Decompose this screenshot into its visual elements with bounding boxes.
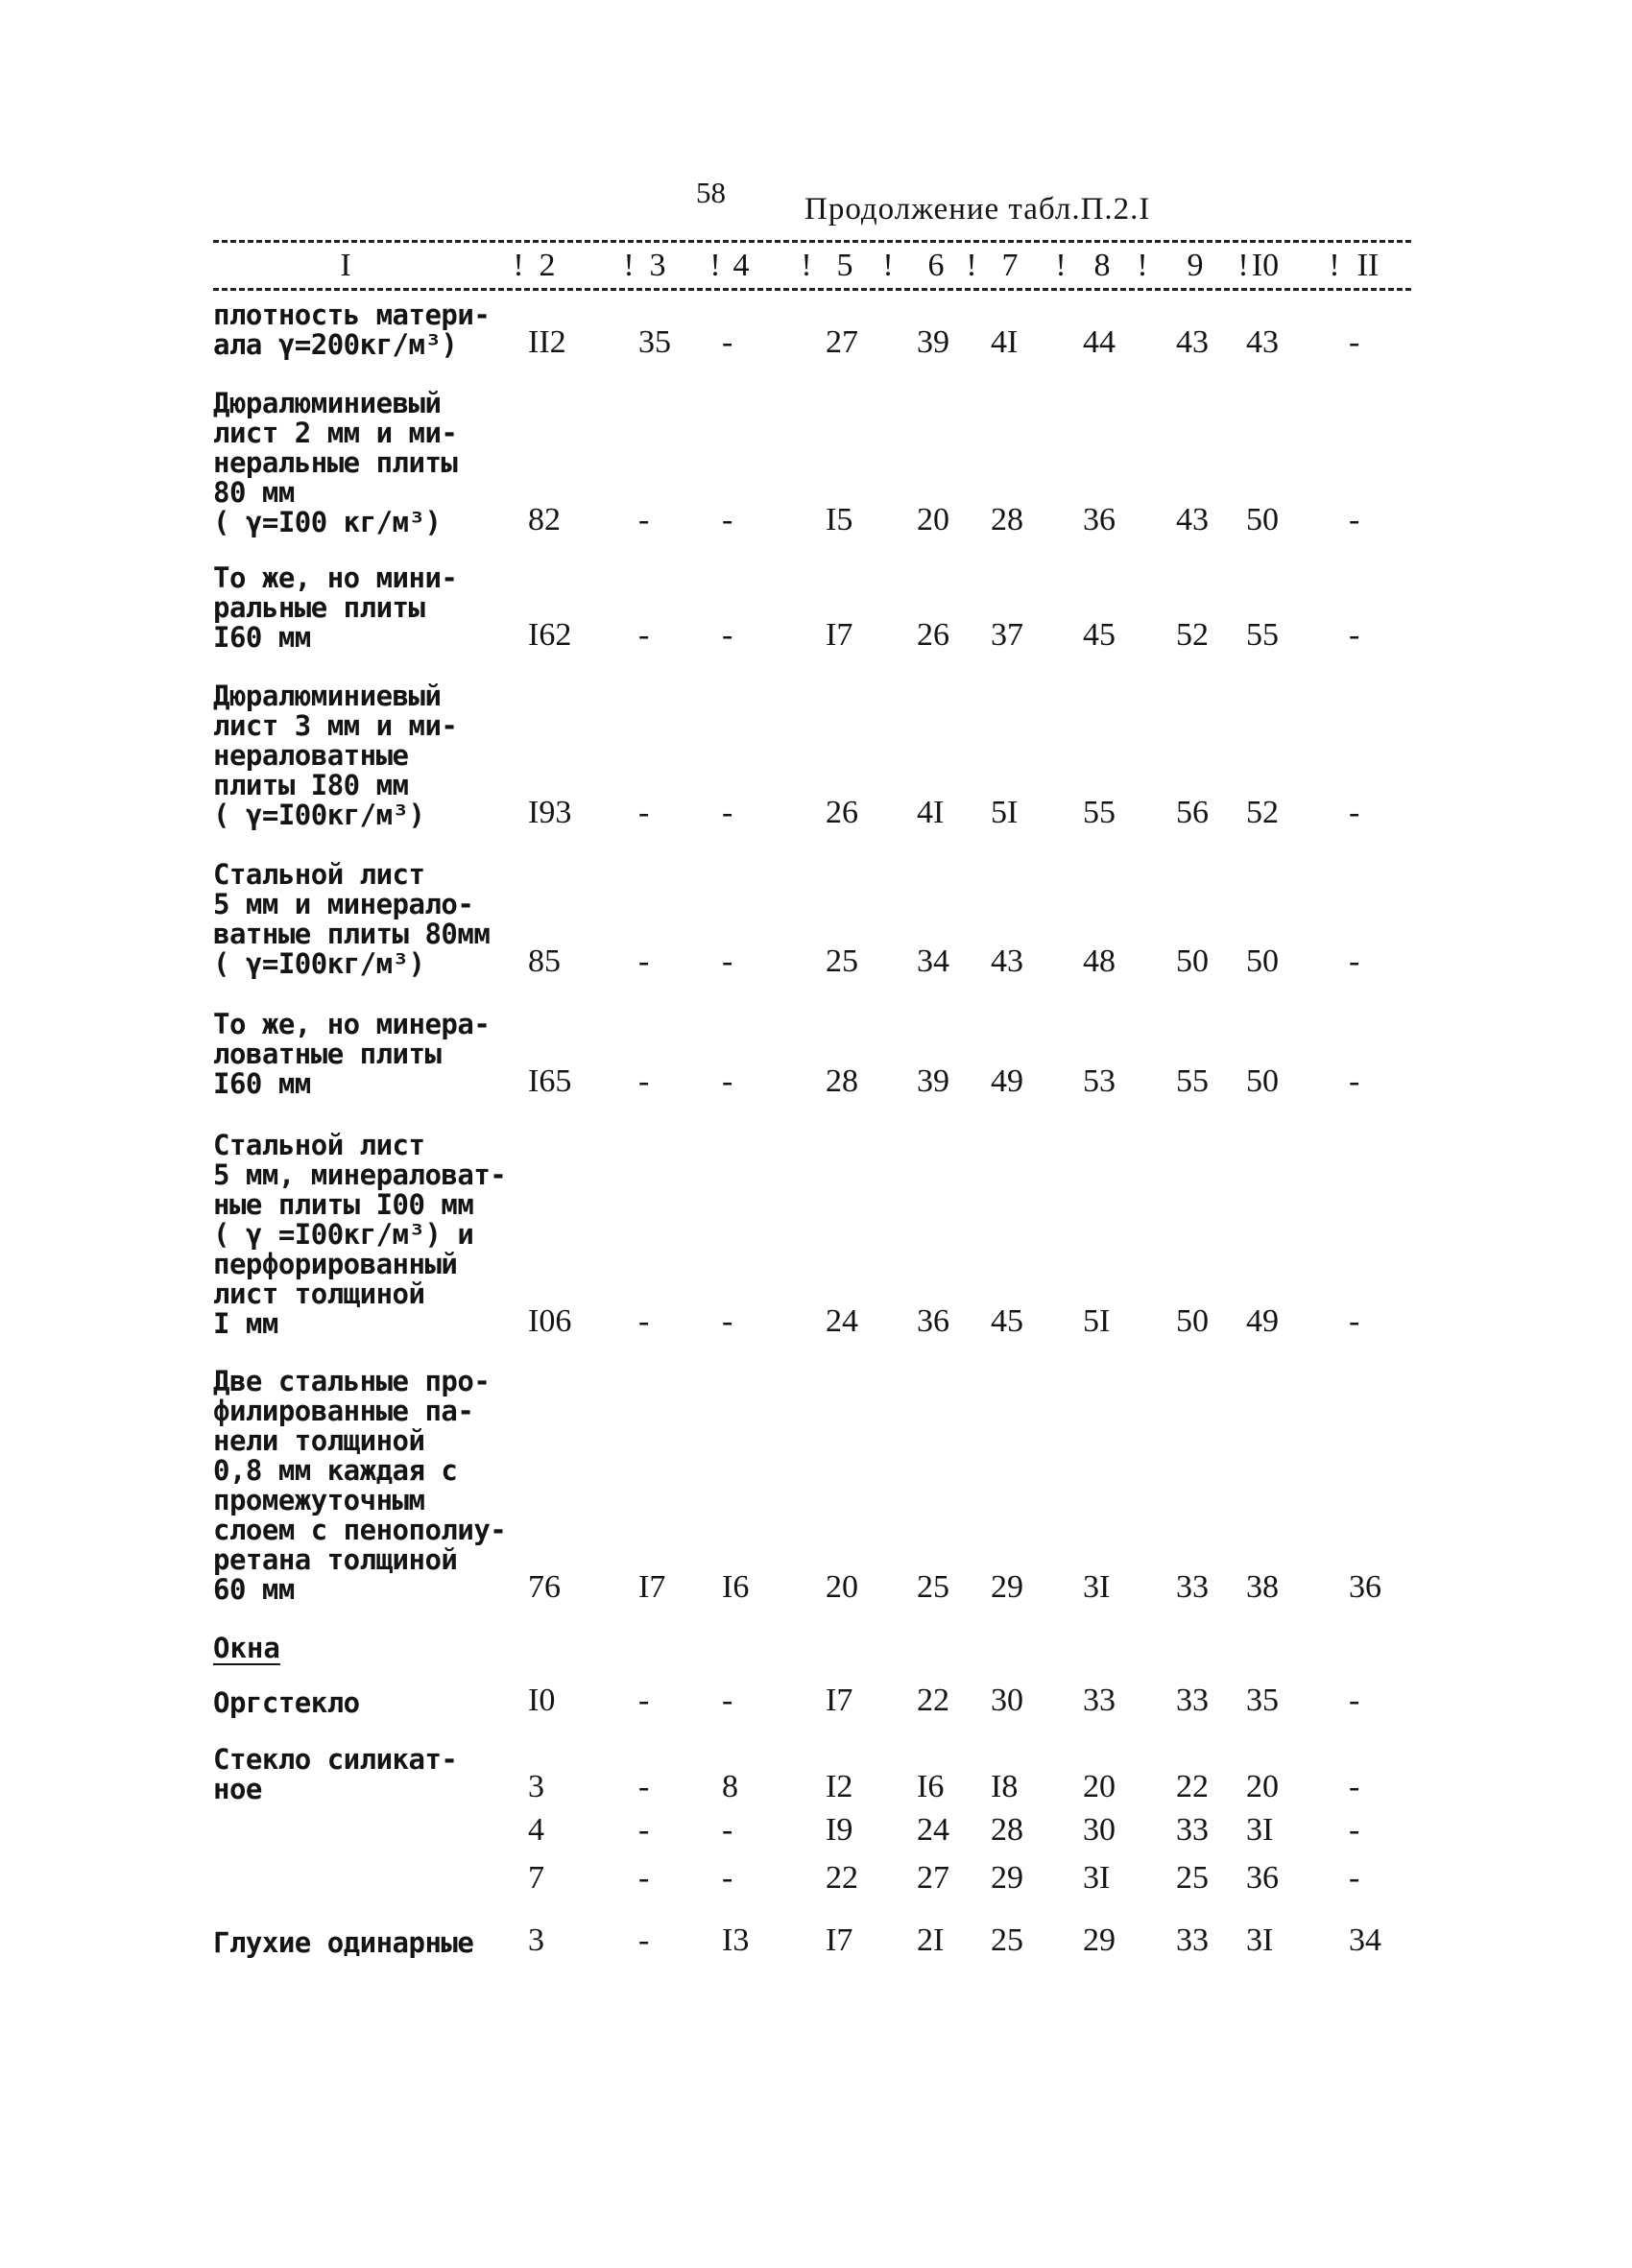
cell-col-4: - <box>722 1860 733 1896</box>
cell-col-4: - <box>722 1683 733 1718</box>
row-label: Стекло силикат- ное <box>213 1743 458 1805</box>
column-separator: ! <box>801 248 812 283</box>
table-caption: Продолжение табл.П.2.I <box>804 192 1151 227</box>
cell-col-11: - <box>1349 324 1360 360</box>
cell-col-4: I6 <box>722 1569 750 1605</box>
column-separator: ! <box>513 248 524 283</box>
cell-col-10: 43 <box>1246 324 1279 360</box>
column-separator: ! <box>1055 248 1067 283</box>
cell-col-9: 56 <box>1176 795 1209 830</box>
cell-col-7: 30 <box>991 1683 1023 1718</box>
cell-col-5: I7 <box>826 1922 853 1958</box>
cell-col-9: 55 <box>1176 1063 1209 1099</box>
cell-col-3: - <box>638 1812 650 1848</box>
cell-col-7: 29 <box>991 1569 1023 1605</box>
cell-col-9: 43 <box>1176 324 1209 360</box>
cell-col-8: 30 <box>1083 1812 1116 1848</box>
cell-col-10: 50 <box>1246 502 1279 537</box>
cell-col-2: 3 <box>528 1769 544 1804</box>
cell-col-7: I8 <box>991 1769 1019 1804</box>
cell-col-6: 27 <box>917 1860 949 1896</box>
cell-col-5: I7 <box>826 617 853 653</box>
cell-col-2: 82 <box>528 502 561 537</box>
column-header-11: II <box>1356 248 1380 283</box>
row-label: Стальной лист 5 мм, минераловат- ные плиты I00 мм ( γ =I00кг/м³) и перфорированный лист толщиной I мм <box>213 1129 507 1340</box>
cell-col-9: 33 <box>1176 1812 1209 1848</box>
cell-col-3: - <box>638 1922 650 1958</box>
cell-col-11: - <box>1349 1303 1360 1339</box>
cell-col-4: - <box>722 1812 733 1848</box>
cell-col-5: 20 <box>826 1569 858 1605</box>
cell-col-5: 24 <box>826 1303 858 1339</box>
cell-col-4: 8 <box>722 1769 738 1804</box>
cell-col-4: - <box>722 1063 733 1099</box>
row-label: Оргстекло <box>213 1686 360 1719</box>
cell-col-11: - <box>1349 1683 1360 1718</box>
cell-col-4: - <box>722 795 733 830</box>
cell-col-5: 26 <box>826 795 858 830</box>
cell-col-3: - <box>638 795 650 830</box>
row-label: Дюралюминиевый лист 2 мм и ми- неральные плиты 80 мм ( γ=I00 кг/м³) <box>213 387 458 538</box>
cell-col-2: I62 <box>528 617 572 653</box>
cell-col-5: 27 <box>826 324 858 360</box>
cell-col-2: 4 <box>528 1812 544 1848</box>
cell-col-10: 55 <box>1246 617 1279 653</box>
cell-col-5: I7 <box>826 1683 853 1718</box>
column-header-5: 5 <box>836 248 853 283</box>
column-header-8: 8 <box>1093 248 1111 283</box>
row-label: То же, но минера- ловатные плиты I60 мм <box>213 1008 491 1100</box>
cell-col-6: 20 <box>917 502 949 537</box>
cell-col-11: 34 <box>1349 1922 1381 1958</box>
cell-col-8: 55 <box>1083 795 1116 830</box>
column-header-4: 4 <box>732 248 750 283</box>
cell-col-4: - <box>722 1303 733 1339</box>
cell-col-4: - <box>722 943 733 979</box>
cell-col-2: II2 <box>528 324 566 360</box>
cell-col-5: 28 <box>826 1063 858 1099</box>
cell-col-6: 36 <box>917 1303 949 1339</box>
cell-col-2: I65 <box>528 1063 572 1099</box>
cell-col-3: - <box>638 617 650 653</box>
row-label: Дюралюминиевый лист 3 мм и ми- нераловатные плиты I80 мм ( γ=I00кг/м³) <box>213 680 458 831</box>
column-header-2: 2 <box>539 248 556 283</box>
cell-col-5: I5 <box>826 502 853 537</box>
cell-col-11: - <box>1349 1812 1360 1848</box>
cell-col-8: 5I <box>1083 1303 1111 1339</box>
cell-col-7: 43 <box>991 943 1023 979</box>
cell-col-2: I93 <box>528 795 572 830</box>
column-separator: ! <box>1329 248 1340 283</box>
cell-col-9: 33 <box>1176 1922 1209 1958</box>
cell-col-9: 50 <box>1176 1303 1209 1339</box>
cell-col-8: 3I <box>1083 1860 1111 1896</box>
cell-col-11: 36 <box>1349 1569 1381 1605</box>
cell-col-2: I0 <box>528 1683 556 1718</box>
cell-col-3: - <box>638 1303 650 1339</box>
cell-col-11: - <box>1349 502 1360 537</box>
cell-col-5: I9 <box>826 1812 853 1848</box>
cell-col-3: 35 <box>638 324 671 360</box>
cell-col-10: 50 <box>1246 943 1279 979</box>
cell-col-4: I3 <box>722 1922 750 1958</box>
cell-col-10: 20 <box>1246 1769 1279 1804</box>
cell-col-9: 50 <box>1176 943 1209 979</box>
cell-col-8: 48 <box>1083 943 1116 979</box>
cell-col-6: 26 <box>917 617 949 653</box>
cell-col-7: 25 <box>991 1922 1023 1958</box>
cell-col-10: 3I <box>1246 1812 1274 1848</box>
cell-col-10: 35 <box>1246 1683 1279 1718</box>
cell-col-10: 49 <box>1246 1303 1279 1339</box>
cell-col-8: 33 <box>1083 1683 1116 1718</box>
cell-col-3: - <box>638 943 650 979</box>
cell-col-9: 33 <box>1176 1569 1209 1605</box>
cell-col-8: 45 <box>1083 617 1116 653</box>
cell-col-6: 2I <box>917 1922 945 1958</box>
column-header-6: 6 <box>927 248 945 283</box>
row-label: Глухие одинарные <box>213 1926 474 1959</box>
cell-col-7: 28 <box>991 1812 1023 1848</box>
cell-col-7: 4I <box>991 324 1019 360</box>
cell-col-7: 29 <box>991 1860 1023 1896</box>
column-separator: ! <box>623 248 635 283</box>
row-label: плотность матери- ала γ=200кг/м³) <box>213 298 491 361</box>
row-label: Стальной лист 5 мм и минерало- ватные плиты 80мм ( γ=I00кг/м³) <box>213 858 491 980</box>
column-separator: ! <box>709 248 721 283</box>
cell-col-7: 28 <box>991 502 1023 537</box>
cell-col-11: - <box>1349 795 1360 830</box>
cell-col-6: 39 <box>917 324 949 360</box>
section-title-windows: Окна <box>213 1632 280 1664</box>
column-separator: ! <box>1237 248 1249 283</box>
cell-col-2: 76 <box>528 1569 561 1605</box>
cell-col-3: - <box>638 1860 650 1896</box>
cell-col-8: 29 <box>1083 1922 1116 1958</box>
column-header-9: 9 <box>1187 248 1204 283</box>
cell-col-6: 24 <box>917 1812 949 1848</box>
cell-col-11: - <box>1349 943 1360 979</box>
row-label: То же, но мини- ральные плиты I60 мм <box>213 561 458 654</box>
cell-col-4: - <box>722 324 733 360</box>
column-header-1: I <box>340 248 351 283</box>
cell-col-8: 44 <box>1083 324 1116 360</box>
cell-col-2: 85 <box>528 943 561 979</box>
cell-col-8: 53 <box>1083 1063 1116 1099</box>
cell-col-11: - <box>1349 617 1360 653</box>
column-separator: ! <box>1137 248 1148 283</box>
page-number: 58 <box>696 176 726 209</box>
cell-col-2: 3 <box>528 1922 544 1958</box>
column-header-7: 7 <box>1001 248 1019 283</box>
cell-col-7: 45 <box>991 1303 1023 1339</box>
cell-col-9: 52 <box>1176 617 1209 653</box>
cell-col-9: 25 <box>1176 1860 1209 1896</box>
cell-col-3: - <box>638 502 650 537</box>
cell-col-6: 25 <box>917 1569 949 1605</box>
cell-col-6: 34 <box>917 943 949 979</box>
cell-col-7: 37 <box>991 617 1023 653</box>
cell-col-3: I7 <box>638 1569 666 1605</box>
cell-col-7: 49 <box>991 1063 1023 1099</box>
cell-col-10: 52 <box>1246 795 1279 830</box>
cell-col-6: 39 <box>917 1063 949 1099</box>
cell-col-11: - <box>1349 1063 1360 1099</box>
cell-col-10: 38 <box>1246 1569 1279 1605</box>
cell-col-5: 22 <box>826 1860 858 1896</box>
row-label: Две стальные про- филированные па- нели толщиной 0,8 мм каждая с промежуточным слоем с пенополиу- ретана толщиной 60 мм <box>213 1365 507 1606</box>
cell-col-3: - <box>638 1063 650 1099</box>
cell-col-2: 7 <box>528 1860 544 1896</box>
cell-col-6: 22 <box>917 1683 949 1718</box>
cell-col-3: - <box>638 1769 650 1804</box>
cell-col-2: I06 <box>528 1303 572 1339</box>
cell-col-8: 36 <box>1083 502 1116 537</box>
cell-col-7: 5I <box>991 795 1019 830</box>
cell-col-10: 50 <box>1246 1063 1279 1099</box>
cell-col-4: - <box>722 617 733 653</box>
column-header-3: 3 <box>649 248 666 283</box>
cell-col-11: - <box>1349 1860 1360 1896</box>
cell-col-6: 4I <box>917 795 945 830</box>
cell-col-10: 36 <box>1246 1860 1279 1896</box>
cell-col-9: 33 <box>1176 1683 1209 1718</box>
cell-col-9: 43 <box>1176 502 1209 537</box>
column-header-10: I0 <box>1251 248 1280 283</box>
cell-col-8: 3I <box>1083 1569 1111 1605</box>
cell-col-3: - <box>638 1683 650 1718</box>
cell-col-11: - <box>1349 1769 1360 1804</box>
column-separator: ! <box>882 248 894 283</box>
cell-col-5: 25 <box>826 943 858 979</box>
cell-col-8: 20 <box>1083 1769 1116 1804</box>
cell-col-5: I2 <box>826 1769 853 1804</box>
cell-col-6: I6 <box>917 1769 945 1804</box>
column-separator: ! <box>966 248 977 283</box>
cell-col-9: 22 <box>1176 1769 1209 1804</box>
cell-col-4: - <box>722 502 733 537</box>
cell-col-10: 3I <box>1246 1922 1274 1958</box>
